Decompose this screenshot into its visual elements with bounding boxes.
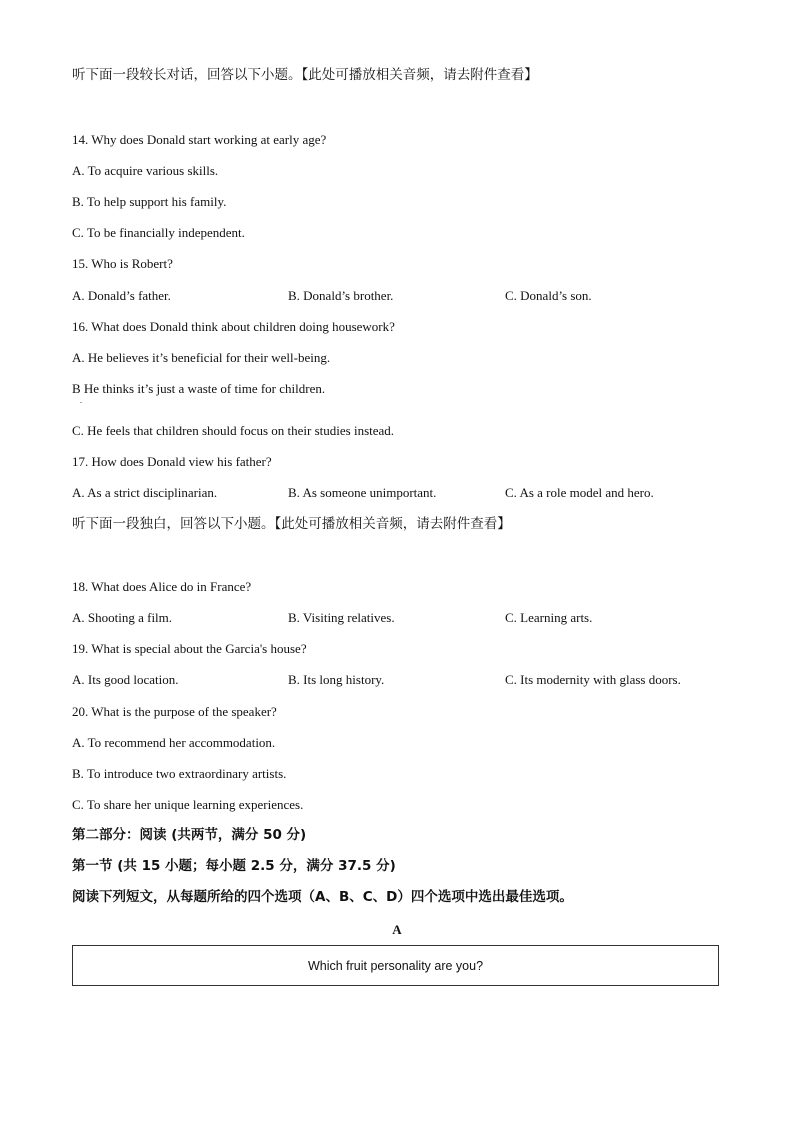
part2-heading: 第二部分：阅读 (共两节，满分 50 分) xyxy=(72,827,307,843)
stray-dot: . xyxy=(80,396,82,405)
q20-option-a: A. To recommend her accommodation. xyxy=(72,735,276,750)
q15-option-a: A. Donald’s father. xyxy=(72,288,171,303)
dialogue-section-intro: 听下面一段较长对话，回答以下小题。【此处可播放相关音频，请去附件查看】 xyxy=(72,67,538,83)
q19-stem: 19. What is special about the Garcia's house? xyxy=(72,641,307,656)
q17-option-a: A. As a strict disciplinarian. xyxy=(72,485,218,500)
q14-option-c: C. To be financially independent. xyxy=(72,225,245,240)
q16-option-a: A. He believes it’s beneficial for their well-being. xyxy=(72,350,331,365)
q20-option-b: B. To introduce two extraordinary artists. xyxy=(72,766,287,781)
q14-option-a: A. To acquire various skills. xyxy=(72,163,219,178)
q16-option-b: B He thinks it’s just a waste of time for children. xyxy=(72,381,326,396)
q14-option-b: B. To help support his family. xyxy=(72,194,227,209)
q15-option-b: B. Donald’s brother. xyxy=(288,288,394,303)
q19-option-c: C. Its modernity with glass doors. xyxy=(505,672,681,687)
q19-option-a: A. Its good location. xyxy=(72,672,179,687)
q16-option-c: C. He feels that children should focus on their studies instead. xyxy=(72,423,395,438)
q20-stem: 20. What is the purpose of the speaker? xyxy=(72,704,277,719)
q18-stem: 18. What does Alice do in France? xyxy=(72,579,252,594)
q18-option-c: C. Learning arts. xyxy=(505,610,593,625)
passage-title: Which fruit personality are you? xyxy=(307,958,484,973)
q20-option-c: C. To share her unique learning experiences. xyxy=(72,797,304,812)
q18-option-a: A. Shooting a film. xyxy=(72,610,173,625)
monologue-section-intro: 听下面一段独白，回答以下小题。【此处可播放相关音频，请去附件查看】 xyxy=(72,516,511,532)
q17-option-c: C. As a role model and hero. xyxy=(505,485,654,500)
q17-stem: 17. How does Donald view his father? xyxy=(72,454,272,469)
passage-title-box xyxy=(72,945,719,986)
q18-option-b: B. Visiting relatives. xyxy=(288,610,395,625)
q16-stem: 16. What does Donald think about children doing housework? xyxy=(72,319,395,334)
q14-stem: 14. Why does Donald start working at early age? xyxy=(72,132,327,147)
section1-heading: 第一节 (共 15 小题；每小题 2.5 分，满分 37.5 分) xyxy=(72,858,396,874)
passage-label: A xyxy=(392,922,402,937)
q17-option-b: B. As someone unimportant. xyxy=(288,485,437,500)
q19-option-b: B. Its long history. xyxy=(288,672,385,687)
reading-instruction: 阅读下列短文，从每题所给的四个选项（A、B、C、D）四个选项中选出最佳选项。 xyxy=(72,889,573,905)
q15-option-c: C. Donald’s son. xyxy=(505,288,592,303)
q15-stem: 15. Who is Robert? xyxy=(72,256,173,271)
